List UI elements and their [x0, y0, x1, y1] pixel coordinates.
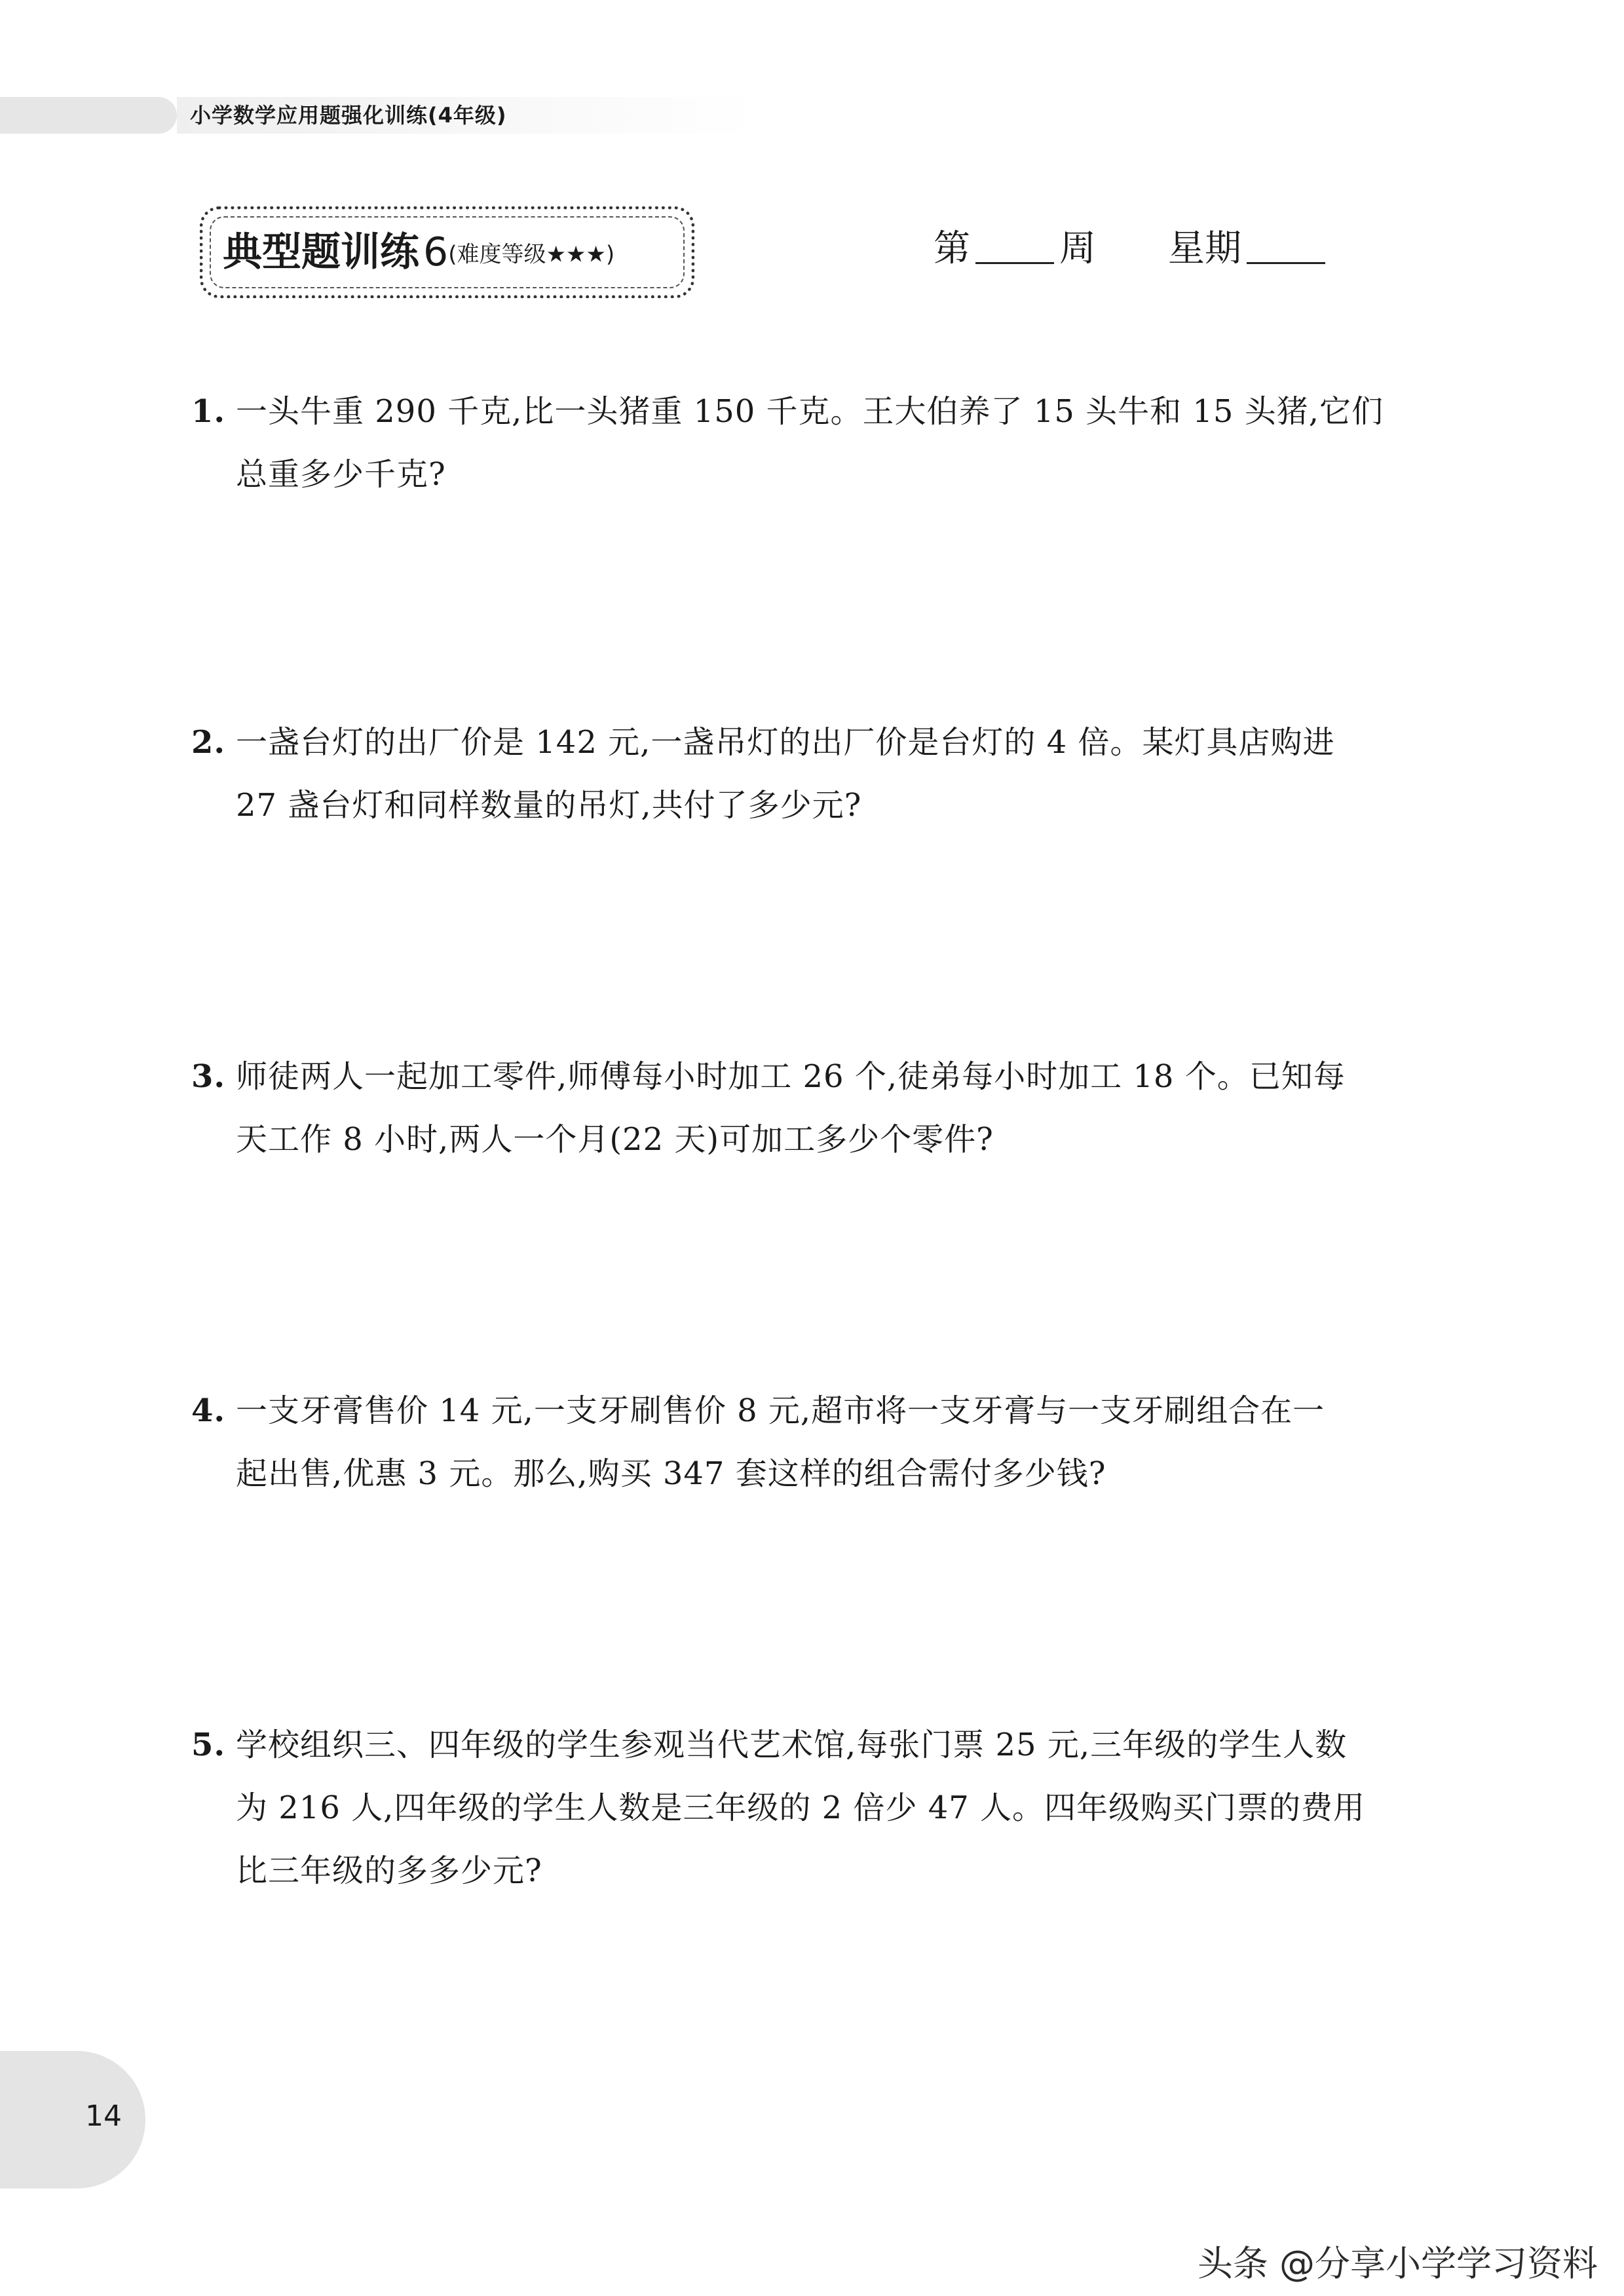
problem-text-line: 学校组织三、四年级的学生参观当代艺术馆,每张门票 25 元,三年级的学生人数 [236, 1727, 1348, 1763]
problem-text-line: 天工作 8 小时,两人一个月(22 天)可加工多少个零件? [236, 1121, 994, 1158]
problem-text-line: 师徒两人一起加工零件,师傅每小时加工 26 个,徒弟每小时加工 18 个。已知每 [236, 1058, 1346, 1095]
problem-text-line: 为 216 人,四年级的学生人数是三年级的 2 倍少 47 人。四年级购买门票的费用 [236, 1789, 1366, 1826]
problem-2 [191, 711, 1436, 837]
page-number-tab [0, 2051, 145, 2189]
problem-text-line: 总重多少千克? [236, 456, 446, 493]
problem-text-line: 一支牙膏售价 14 元,一支牙刷售价 8 元,超市将一支牙膏与一支牙刷组合在一 [236, 1392, 1325, 1429]
week-label: 周 [1059, 227, 1096, 270]
problem-number: 2. [191, 724, 226, 761]
weekday-label: 星期 [1168, 227, 1241, 270]
book-title: 小学数学应用题强化训练(4年级) [190, 103, 507, 128]
page-number: 14 [85, 2099, 122, 2133]
difficulty-label: (难度等级★★★) [448, 241, 615, 268]
problem-number: 3. [191, 1058, 226, 1095]
problem-3 [191, 1045, 1436, 1171]
problem-number: 4. [191, 1392, 226, 1429]
problem-text-line: 一盏台灯的出厂价是 142 元,一盏吊灯的出厂价是台灯的 4 倍。某灯具店购进 [236, 724, 1335, 761]
section-title-text: 典型题训练 [223, 229, 419, 275]
problem-number: 5. [191, 1727, 226, 1763]
problem-1 [191, 380, 1436, 506]
problem-text-line: 一头牛重 290 千克,比一头猪重 150 千克。王大伯养了 15 头牛和 15 头猪,它们 [236, 393, 1384, 430]
header-band [0, 97, 177, 134]
problem-5 [191, 1713, 1436, 1902]
week-number-blank [975, 223, 1054, 264]
problem-number: 1. [191, 393, 226, 430]
problem-text-line: 比三年级的多多少元? [236, 1852, 542, 1889]
watermark: 头条 @分享小学学习资料 [1197, 2243, 1598, 2284]
week-date-fields [934, 223, 1331, 275]
section-title [223, 226, 614, 278]
problem-text-line: 起出售,优惠 3 元。那么,购买 347 套这样的组合需付多少钱? [236, 1455, 1106, 1492]
problem-text-line: 27 盏台灯和同样数量的吊灯,共付了多少元? [236, 787, 862, 824]
section-number: 6 [423, 229, 449, 275]
weekday-blank [1247, 223, 1325, 264]
week-prefix-label: 第 [934, 227, 970, 270]
problem-4 [191, 1379, 1436, 1505]
